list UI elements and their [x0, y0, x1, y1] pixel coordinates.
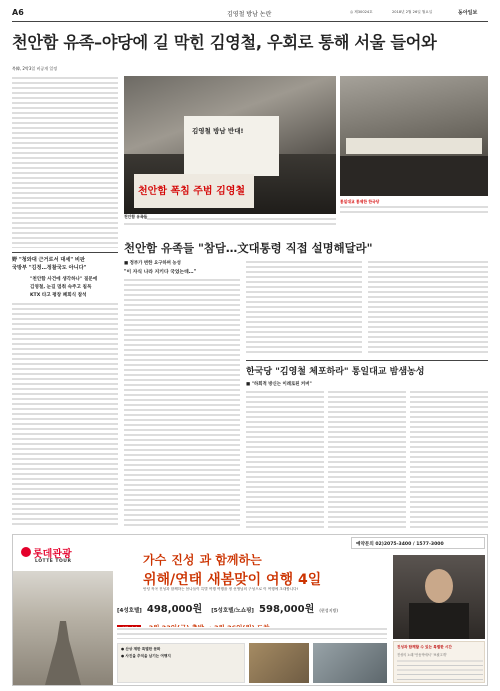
- sidebar-quote-2: 김영철, 눈길 멈춰 숙주고 침묵: [30, 285, 92, 290]
- protester-banner: [346, 138, 482, 154]
- mid-article-sub-2: "이 자식 나라 지키다 국었는데…": [124, 270, 197, 275]
- price-2: 598,000원: [259, 604, 315, 615]
- ad-logo: [21, 545, 109, 571]
- ad-headline-row: [143, 549, 383, 568]
- mid-article-sub: ■ 정부가 변한 요구하며 농성: [124, 261, 181, 266]
- ad-photo-2: [313, 643, 387, 683]
- ad-singer-text: [397, 659, 483, 681]
- bottom-article-sub: ■ "하회적 방신는 이례로된 커버": [246, 382, 312, 387]
- section-label: 김영철 방남 논란: [227, 11, 272, 18]
- headline-kicker: 북韓, 2박3일 비공개 일정: [12, 66, 58, 71]
- ad-trip-title: 위해/연태 새봄맞이 여행 4일: [143, 572, 322, 588]
- ad-singer-suit: [409, 603, 469, 639]
- price-label-2: [5성호텔/노쇼핑]: [211, 608, 254, 614]
- ad-company-en: LOTTE TOUR: [35, 559, 72, 564]
- ad-phone: 예약문의 02)2075-3400 / 1577-3000: [356, 542, 444, 547]
- ad-singer-photo: [393, 555, 485, 639]
- price-label-1: [4성호텔]: [117, 608, 142, 614]
- ad-headline-pre: 가수: [143, 553, 167, 567]
- sidebar-rule: [12, 252, 118, 253]
- mid-article-title: 천안함 유족들 "참담…文대통령 직접 설명해달라": [124, 241, 373, 255]
- price-1: 498,000원: [146, 604, 203, 615]
- protest-crowd: [340, 156, 488, 196]
- header-rule: [12, 21, 488, 22]
- ad-box: [12, 534, 488, 686]
- paper-name: 동아일보: [458, 10, 478, 16]
- ad-landscape: [13, 571, 113, 685]
- ad-singer-face: [425, 569, 453, 603]
- ad-headline-name: 진성: [171, 553, 195, 567]
- bottom-text-col-3: [410, 390, 488, 528]
- caption-right-title: 통일대교 통제한 한국당: [340, 199, 380, 204]
- ad-map-box: [117, 643, 245, 683]
- ad-phone-box: [351, 537, 485, 549]
- ad-singer-box: [393, 641, 485, 683]
- bottom-rule: [246, 360, 488, 361]
- page-code: A6: [12, 8, 24, 17]
- red-banner: [134, 174, 254, 208]
- bottom-text-col-2: [328, 390, 406, 528]
- ad-trip-desc: 안녕 작곡 진성과 함께하는 봄나들이 특별 여행 여행을 정 선생님의 구성으로 이 여행에 초대합니다!: [143, 587, 299, 591]
- sidebar-quote-3: KTX 타고 평창 폐회식 참석: [30, 293, 87, 298]
- mid-text-col-3: [368, 260, 488, 356]
- right-photo-caption: [340, 205, 488, 215]
- mid-text-col-2: [246, 260, 362, 356]
- ad-statue: [33, 621, 93, 685]
- price-suffix: (현성지방): [319, 608, 338, 613]
- sidebar-heading-1: 野 "청와대 근거로서 대세" 비판: [12, 257, 85, 263]
- right-photo: [340, 76, 488, 196]
- ad-company: 롯데관광: [33, 549, 72, 560]
- sign-text: 김영철 방남 반대!: [192, 127, 244, 135]
- ad-map-label-2: ● 사진을 추억을 남기는 여행지: [121, 654, 171, 658]
- main-headline: 천안함 유족–야당에 길 막힌 김영철, 우회로 통해 서울 들어와: [12, 33, 437, 52]
- ad-singer-quote: 진성의 노래 '안동역에서' '보릿고개': [397, 653, 447, 657]
- ad-bullet-title: 진성과 함께할 수 있는 특별한 시간: [397, 645, 452, 649]
- ad-map-label: ● 산상 제한 특별한 문화: [121, 647, 161, 651]
- issue-date: 2018년 2월 26일 월요일: [392, 10, 433, 14]
- issue-number: ◎ 제30024호: [350, 10, 373, 14]
- sidebar-heading-2: 국방부 "김정…정찰국도 아니다": [12, 265, 87, 271]
- sidebar-quote-1: "천안함 사건에 생각하나" 질문에: [30, 277, 98, 282]
- sign-board: [184, 116, 279, 176]
- caption-left-title: 천안함 유족들: [124, 214, 148, 219]
- bottom-text-col-1: [246, 390, 324, 528]
- main-photo-caption: [124, 217, 336, 227]
- sidebar-text: [12, 302, 118, 528]
- ad-logo-mark: [21, 547, 31, 557]
- bottom-article-title: 한국당 "김영철 체포하라" 통일대교 밤샘농성: [246, 367, 425, 377]
- mid-text-col-1: [124, 278, 240, 528]
- ad-photo-1: [249, 643, 309, 683]
- main-photo: [124, 76, 336, 214]
- banner-text: 천안함 폭침 주범 김영철: [138, 186, 246, 197]
- page-header: [12, 5, 488, 19]
- ad-price-row: [117, 597, 387, 615]
- ad-itinerary-text: [117, 627, 387, 639]
- ad-headline-post: 과 함께하는: [199, 553, 262, 567]
- left-column-text: [12, 76, 118, 248]
